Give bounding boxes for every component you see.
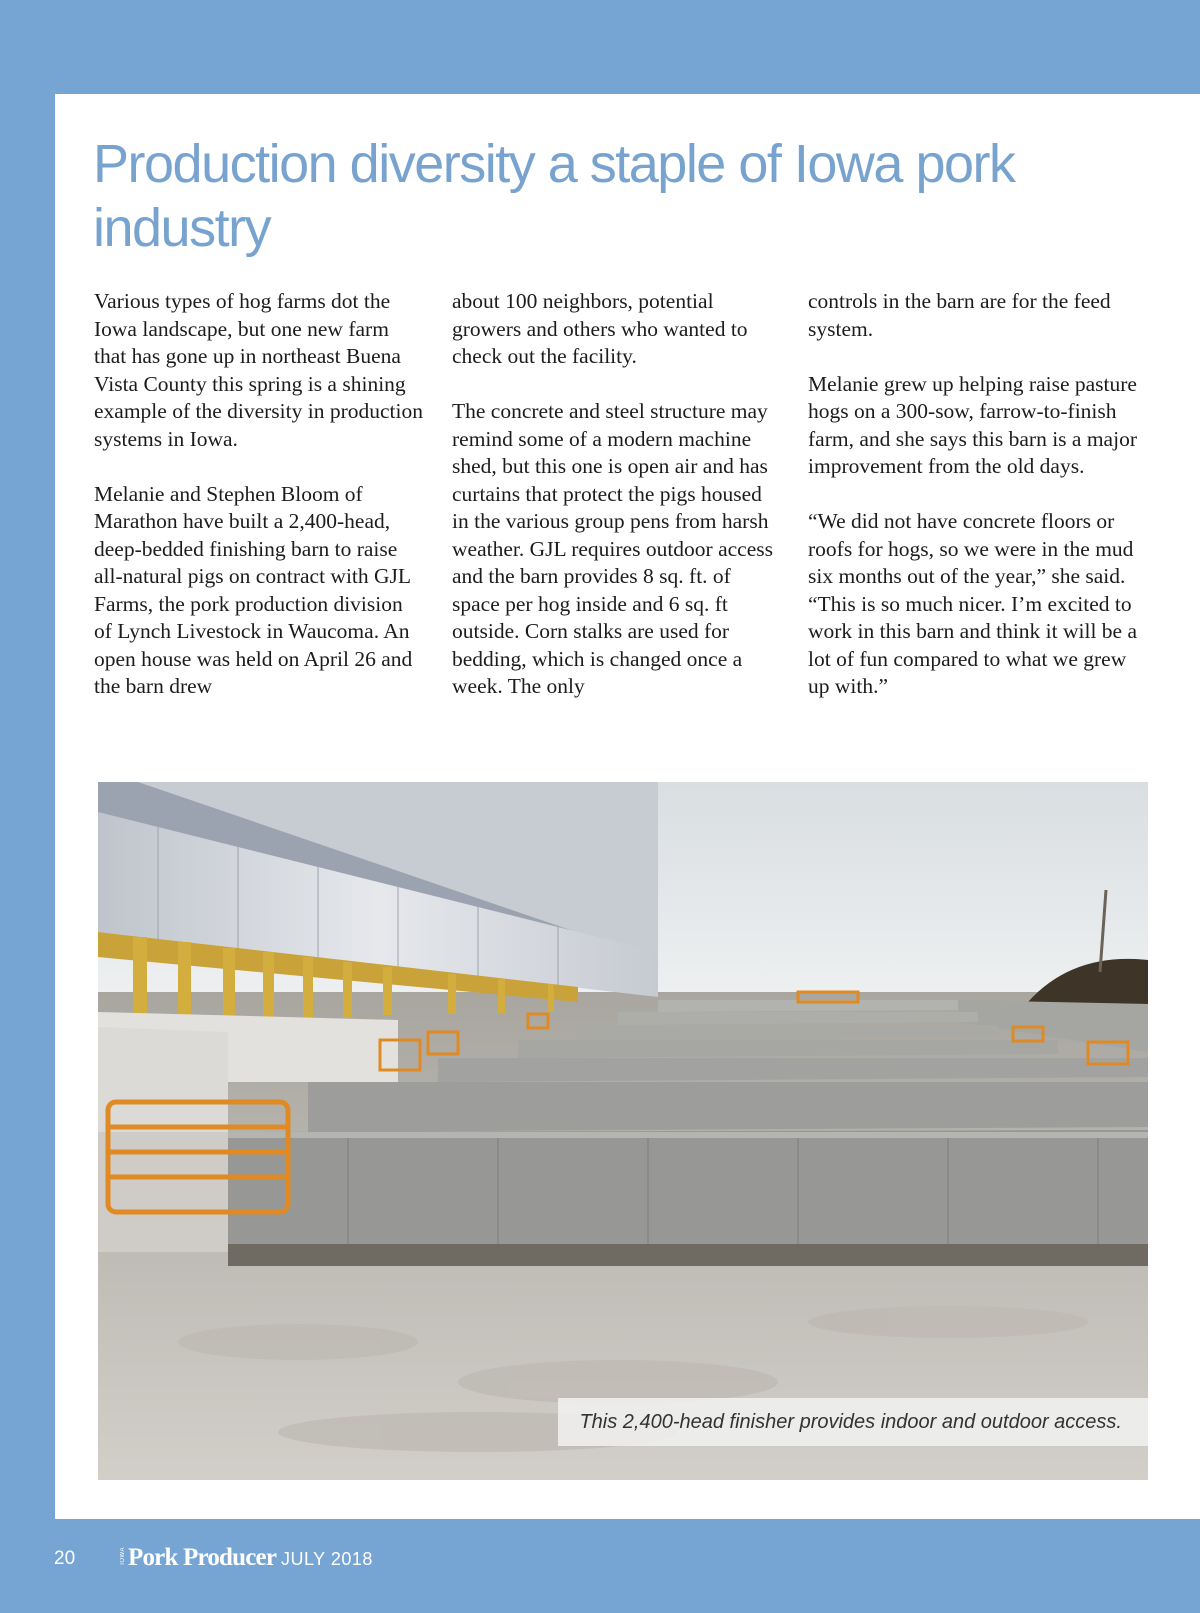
text-column-3	[808, 288, 1138, 728]
logo-brand-text: Pork Producer	[128, 1544, 277, 1571]
paragraph: controls in the barn are for the feed system.	[808, 289, 1111, 341]
article-page	[55, 94, 1200, 1519]
text-column-1	[94, 288, 424, 728]
logo-iowa-text: IOWA	[120, 1547, 126, 1565]
paragraph: Melanie grew up helping raise pasture hogs on a 300-sow, farrow-to-finish farm, and she says this barn is a major improvement from the old days.	[808, 371, 1137, 478]
issue-date: JULY 2018	[281, 1549, 373, 1569]
paragraph: Various types of hog farms dot the Iowa landscape, but one new farm that has gone up in northeast Buena Vista County this spring is a shining example of the diversity in production systems in Iowa.	[94, 289, 423, 451]
paragraph: “We did not have concrete floors or roofs for hogs, so we were in the mud six months out of the year,” she said. “This is so much nicer. I’m excited to work in this barn and think it will be a lot of fun compared to what we grew up with.”	[808, 509, 1138, 698]
article-title: Production diversity a staple of Iowa pork industry	[93, 134, 1015, 258]
barn-illustration	[98, 782, 1148, 1480]
barn-photo	[98, 782, 1148, 1480]
paragraph: about 100 neighbors, potential growers and others who wanted to check out the facility.	[452, 289, 748, 368]
paragraph: Melanie and Stephen Bloom of Marathon have built a 2,400-head, deep-bedded finishing barn to raise all-natural pigs on contract with GJL Farms, the pork production division of Lynch Livestock in Waucoma. An open house was held on April 26 and the barn drew	[94, 481, 413, 698]
page-number: 20	[54, 1548, 76, 1569]
photo-caption: This 2,400-head finisher provides indoor and outdoor access.	[558, 1398, 1148, 1446]
publication-logo	[120, 1544, 276, 1572]
paragraph: The concrete and steel structure may remind some of a modern machine shed, but this one is open air and has curtains that protect the pigs housed in the various group pens from harsh weather. GJL requires outdoor access and the barn provides 8 sq. ft. of space per hog inside and 6 sq. ft outside. Corn stalks are used for bedding, which is changed once a week. The only	[452, 399, 773, 698]
text-column-2	[452, 288, 782, 728]
